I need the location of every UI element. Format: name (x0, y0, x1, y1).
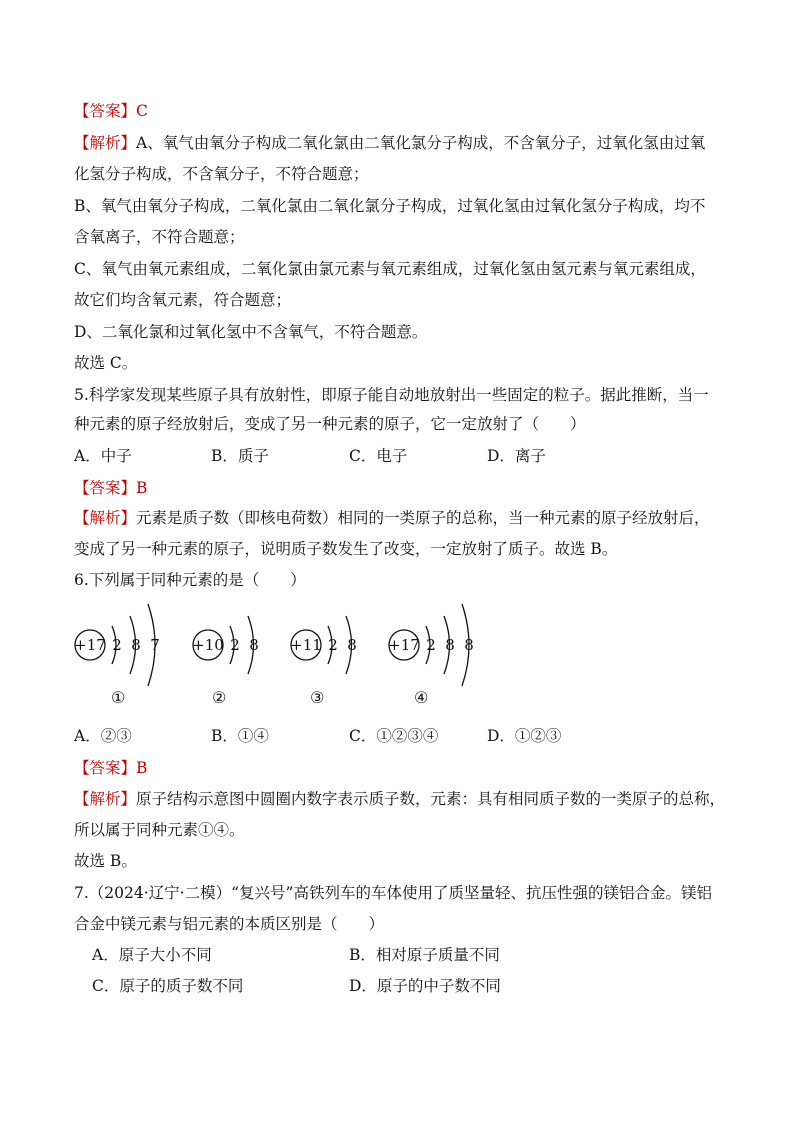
diagram-label-3: ③ (310, 688, 325, 707)
q6-option-a: A．②③ (74, 727, 132, 745)
nucleus-charge: +17 (388, 636, 420, 654)
q7-option-c: C．原子的质子数不同 (92, 977, 244, 995)
nucleus-charge: +17 (74, 636, 106, 654)
shell-electrons: 7 (150, 636, 160, 654)
analysis-text: 原子结构示意图中圆圈内数字表示质子数，元素：具有相同质子数的一类原子的总称， (136, 790, 726, 808)
q7-option-d: D．原子的中子数不同 (349, 977, 501, 995)
nucleus-charge: +11 (290, 636, 322, 654)
analysis-tag: 【解析】 (74, 509, 137, 527)
q6-stem: 6.下列属于同种元素的是（ ） (74, 571, 306, 589)
shell-electrons: 2 (112, 636, 122, 654)
answer-tag: 【答案】 (74, 479, 137, 497)
answer-tag: 【答案】 (74, 759, 137, 777)
atom-diagram-1 (72, 604, 172, 690)
shell-electrons: 2 (426, 636, 436, 654)
shell-electrons: 2 (230, 636, 240, 654)
q6-analysis-line-1 (74, 789, 734, 809)
nucleus-charge: +10 (192, 636, 224, 654)
q5-option-c: C．电子 (349, 447, 408, 465)
q4-analysis-line-3: B、氧气由氧分子构成，二氧化氯由二氧化氯分子构成，过氧化氢由过氧化氢分子构成，均不 (74, 197, 706, 215)
q5-option-d: D．离子 (487, 447, 546, 465)
q4-analysis-line-2: 化氢分子构成，不含氧分子，不符合题意； (74, 165, 369, 183)
q4-analysis-line-7: D、二氧化氯和过氧化氢中不含氧气，不符合题意。 (74, 323, 428, 341)
q4-analysis-line-4: 含氧离子，不符合题意； (74, 228, 245, 246)
q6-answer-line (74, 758, 734, 778)
shell-electrons: 8 (249, 636, 259, 654)
q4-conclusion: 故选 C。 (74, 354, 138, 372)
q6-option-b: B．①④ (211, 727, 269, 745)
q5-option-b: B．质子 (211, 447, 269, 465)
q4-analysis-line-1 (74, 133, 734, 153)
q7-option-b: B．相对原子质量不同 (349, 946, 500, 964)
q4-analysis-line-6: 故它们均含氧元素，符合题意； (74, 291, 292, 309)
q7-stem-line-2: 合金中镁元素与铝元素的本质区别是（ ） (74, 915, 385, 933)
analysis-tag: 【解析】 (74, 134, 137, 152)
answer-tag: 【答案】 (74, 102, 137, 120)
answer-value: C (136, 102, 148, 120)
q5-analysis-line-1 (74, 508, 734, 528)
shell-electrons: 2 (328, 636, 338, 654)
q7-stem-line-1: 7.（2024·辽宁·二模）“复兴号”高铁列车的车体使用了质坚量轻、抗压性强的镁铝合金。镁铝 (74, 884, 712, 902)
analysis-tag: 【解析】 (74, 790, 137, 808)
shell-electrons: 8 (131, 636, 141, 654)
q4-analysis-line-5: C、氧气由氧元素组成，二氧化氯由氯元素与氧元素组成，过氧化氢由氢元素与氧元素组成， (74, 260, 706, 278)
analysis-text: 元素是质子数（即核电荷数）相同的一类原子的总称，当一种元素的原子经放射后， (136, 509, 710, 527)
atom-diagram-4 (386, 604, 486, 690)
answer-value: B (136, 759, 148, 777)
diagram-label-4: ④ (414, 688, 429, 707)
q6-conclusion: 故选 B。 (74, 852, 137, 870)
q6-analysis-line-2: 所以属于同种元素①④。 (74, 821, 245, 839)
shell-electrons: 8 (445, 636, 455, 654)
q5-analysis-line-2: 变成了另一种元素的原子，说明质子数发生了改变，一定放射了质子。故选 B。 (74, 540, 618, 558)
shell-electrons: 8 (347, 636, 357, 654)
q4-answer-line (74, 101, 734, 121)
q5-stem-line-1: 5.科学家发现某些原子具有放射性，即原子能自动地放射出一些固定的粒子。据此推断，当一 (74, 386, 709, 404)
atom-diagram-2 (190, 604, 270, 690)
q5-stem-line-2: 种元素的原子经放射后，变成了另一种元素的原子，它一定放射了（ ） (74, 415, 586, 433)
diagram-label-1: ① (111, 688, 126, 707)
shell-electrons: 8 (464, 636, 474, 654)
q5-answer-line (74, 478, 734, 498)
analysis-text: A、氧气由氧分子构成二氧化氯由二氧化氯分子构成，不含氧分子，过氧化氢由过氧 (136, 134, 706, 152)
q7-option-a: A．原子大小不同 (92, 946, 212, 964)
q5-option-a: A．中子 (74, 447, 132, 465)
diagram-label-2: ② (212, 688, 227, 707)
answer-value: B (136, 479, 148, 497)
q6-option-d: D．①②③ (487, 727, 562, 745)
atom-diagram-3 (288, 604, 368, 690)
q6-option-c: C．①②③④ (349, 727, 439, 745)
